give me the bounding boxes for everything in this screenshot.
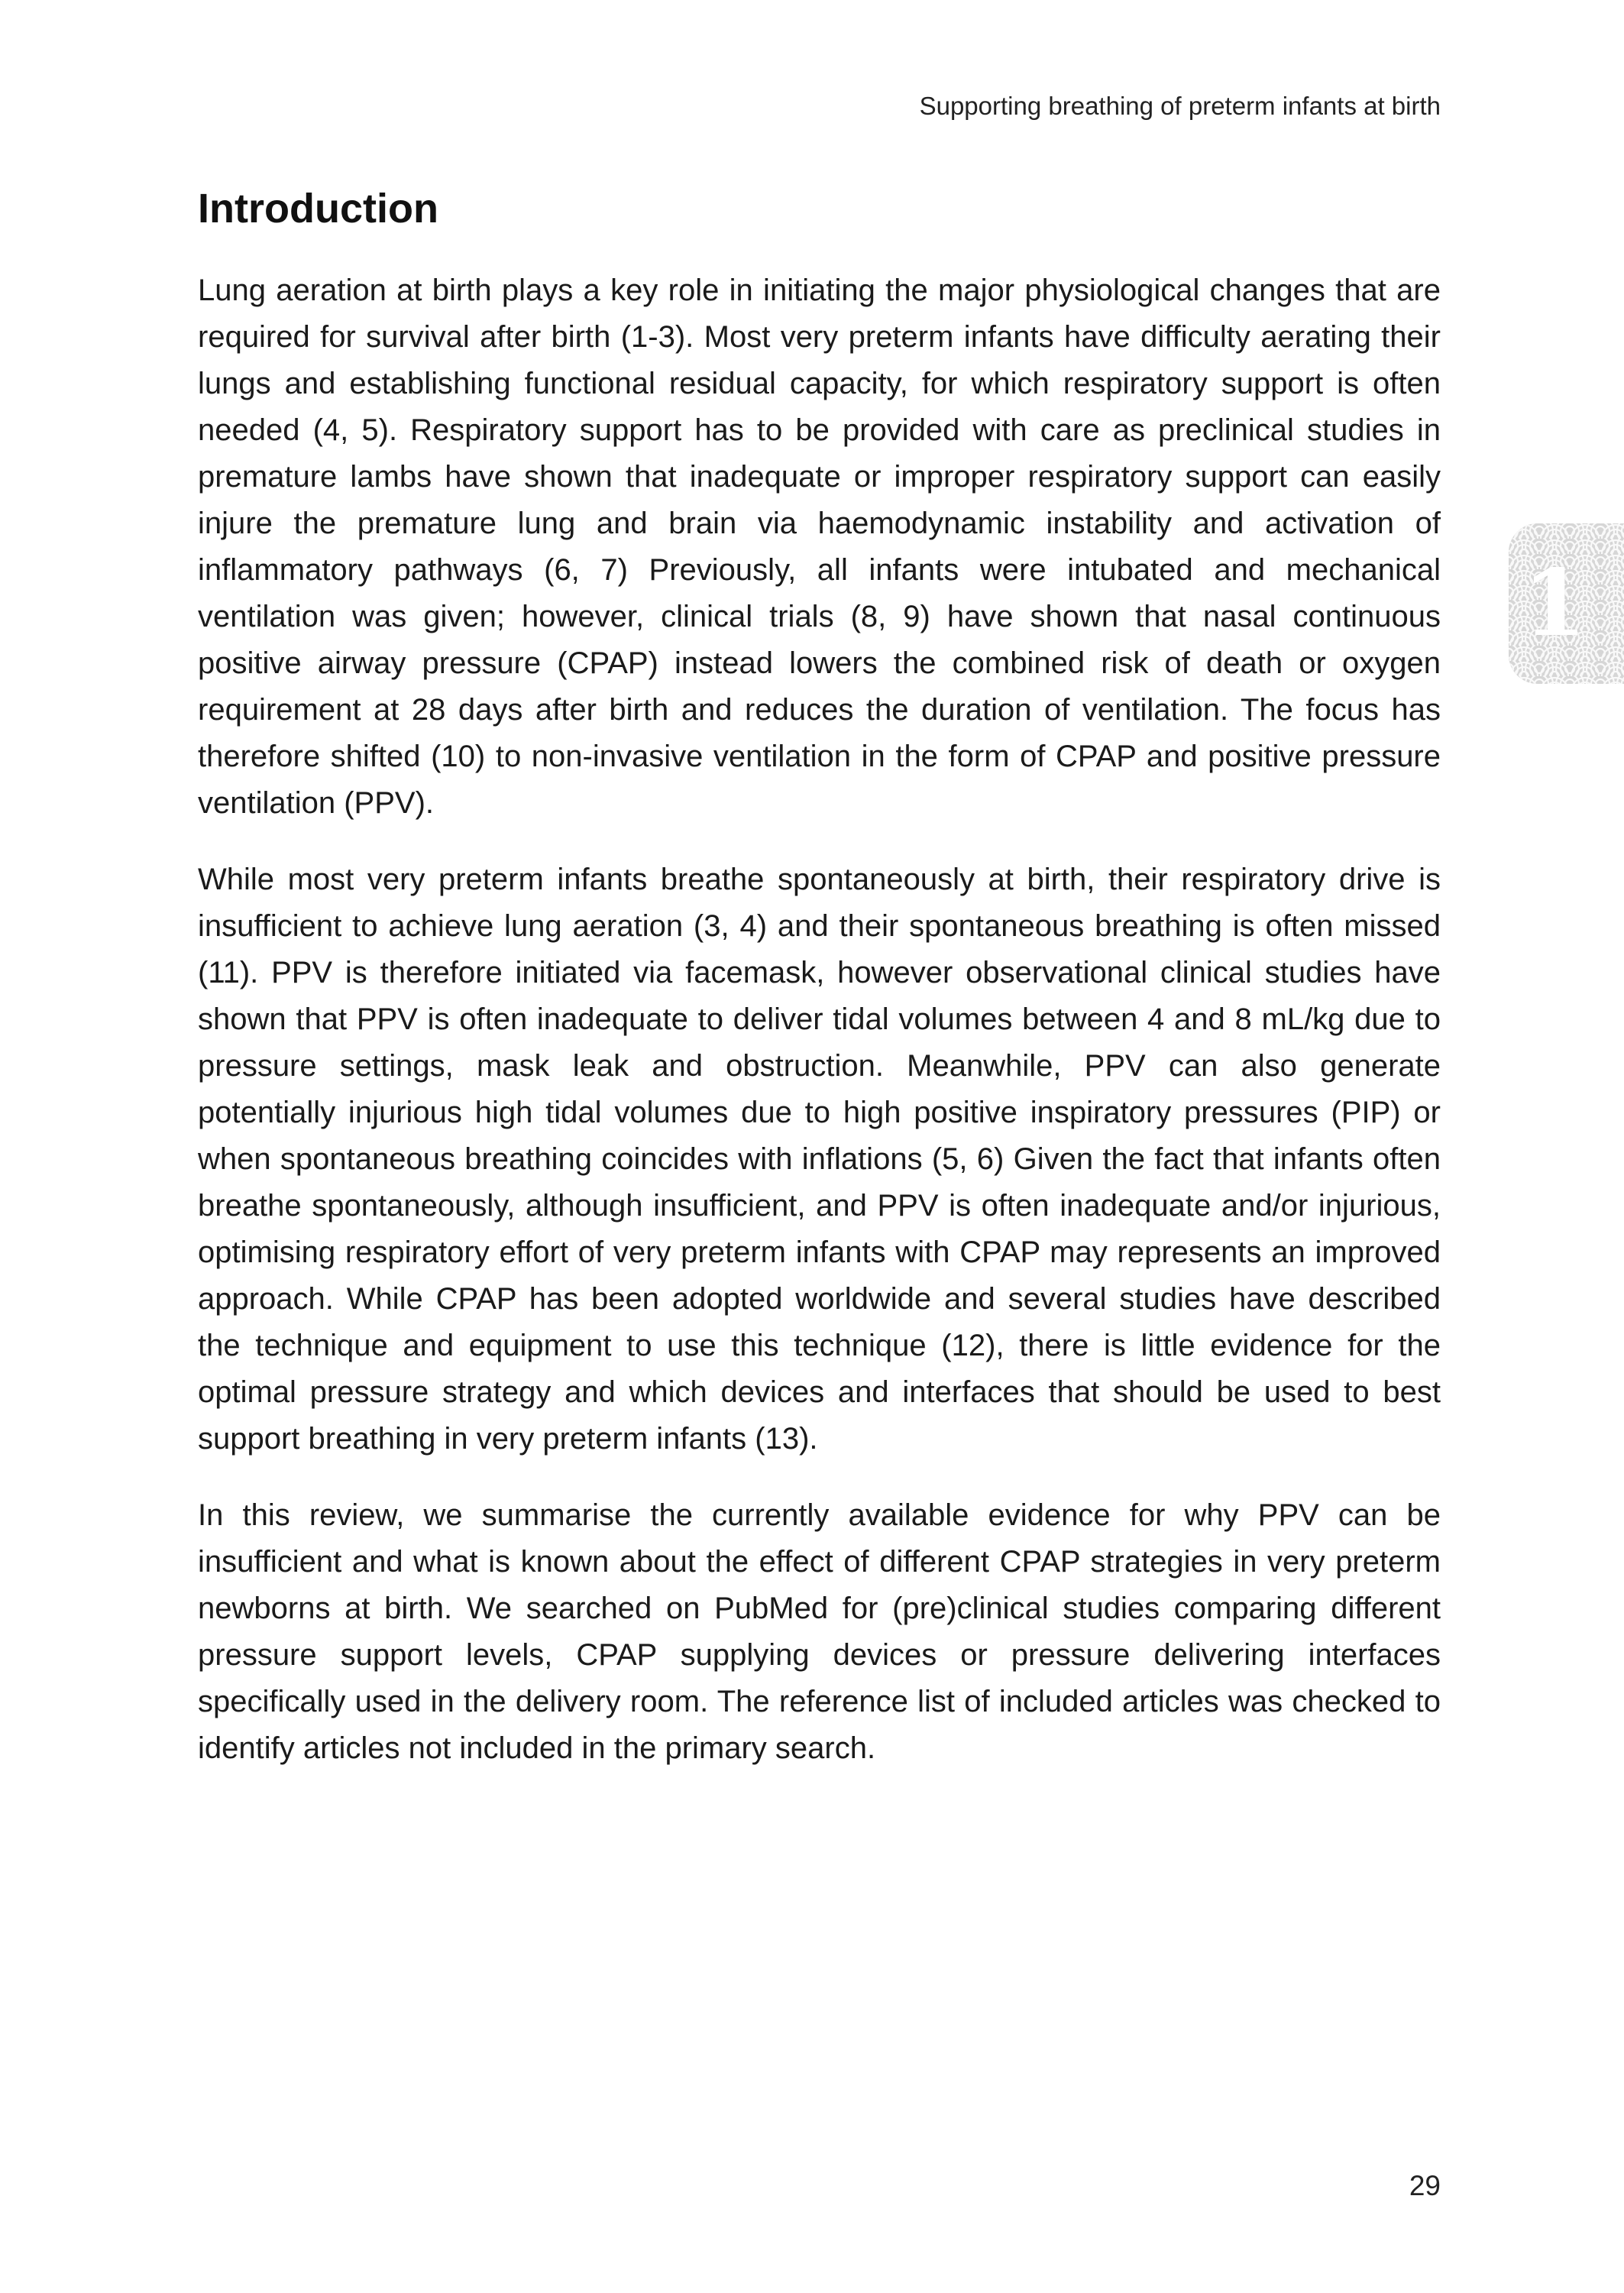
running-header: Supporting breathing of preterm infants at birth [919,92,1441,120]
paragraph-3: In this review, we summarise the currently available evidence for why PPV can be insufficient and what is known about the effect of different CPAP strategies in very preterm newborns at birth. We searched on PubMed for (pre)clinical studies comparing different pressure support levels, CPAP supplying devices or pressure delivering interfaces specifically used in the delivery room. The reference list of included articles was checked to identify articles not included in the primary search. [198,1498,1441,1765]
paragraph-1: Lung aeration at birth plays a key role in initiating the major physiological changes that are required for survival after birth (1-3). Most very preterm infants have difficulty aerating their lungs and establishing functional residual capacity, for which respiratory support is often needed (4, 5). Respiratory support has to be provided with care as preclinical studies in premature lambs have shown that inadequate or improper respiratory support can easily injure the premature lung and brain via haemodynamic instability and activation of inflammatory pathways (6, 7) Previously, all infants were intubated and mechanical ventilation was given; however, clinical trials (8, 9) have shown that nasal continuous positive airway pressure (CPAP) instead lowers the combined risk of death or oxygen requirement at 28 days after birth and reduces the duration of ventilation. The focus has therefore shifted (10) to non-invasive ventilation in the form of CPAP and positive pressure ventilation (PPV). [198,274,1441,820]
chapter-number: 1 [1522,549,1587,657]
paragraph-2: While most very preterm infants breathe spontaneously at birth, their respiratory drive is insufficient to achieve lung aeration (3, 4) and their spontaneous breathing is often missed (11). PPV is therefore initiated via facemask, however observational clinical studies have shown that PPV is often inadequate to deliver tidal volumes between 4 and 8 mL/kg due to pressure settings, mask leak and obstruction. Meanwhile, PPV can also generate potentially injurious high tidal volumes due to high positive inspiratory pressures (PIP) or when spontaneous breathing coincides with inflations (5, 6) Given the fact that infants often breathe spontaneously, although insufficient, and PPV is often inadequate and/or injurious, optimising respiratory effort of very preterm infants with CPAP may represents an improved approach. While CPAP has been adopted worldwide and several studies have described the technique and equipment to use this technique (12), there is little evidence for the optimal pressure strategy and which devices and interfaces that should be used to best support breathing in very preterm infants (13). [198,863,1441,1456]
page-number: 29 [1409,2170,1441,2201]
body-text [198,267,1441,1802]
chapter-tab [1509,523,1624,684]
section-heading: Introduction [198,186,438,232]
